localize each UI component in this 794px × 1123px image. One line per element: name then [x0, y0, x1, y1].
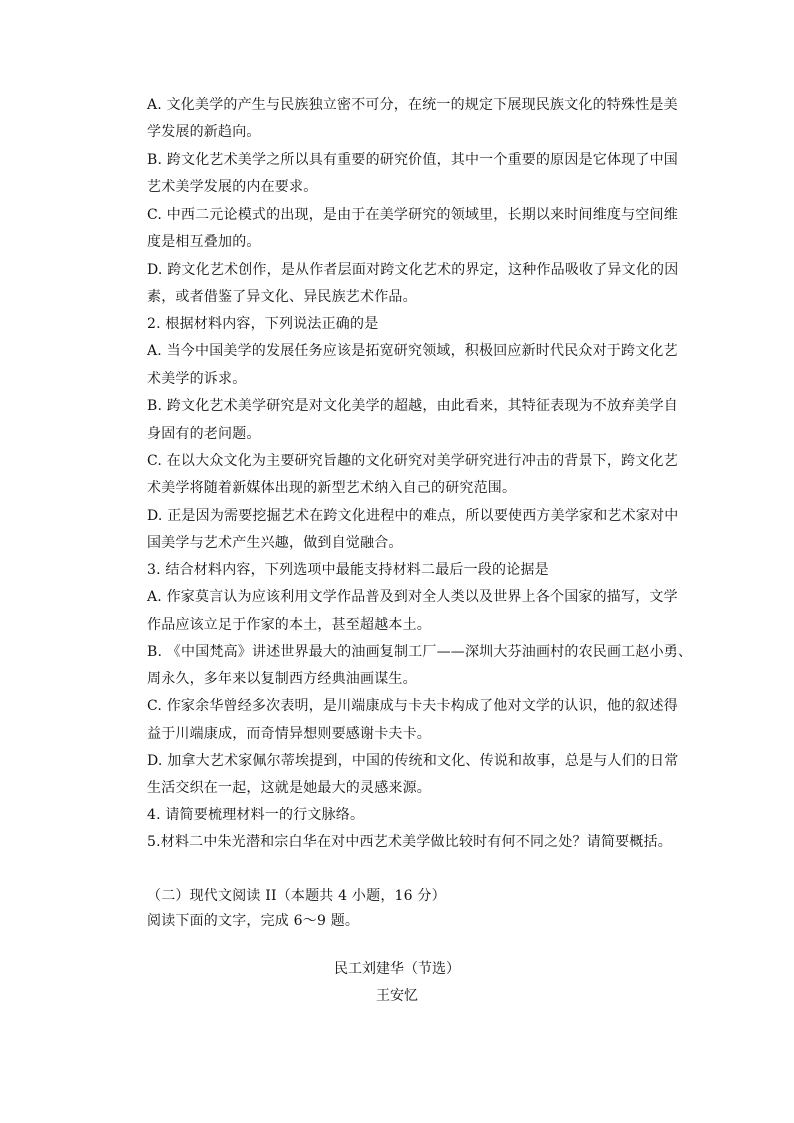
q2-option-a-line2: 术美学的诉求。: [147, 371, 247, 387]
q3-stem: 3. 结合材料内容，下列选项中最能支持材料二最后一段的论据是: [147, 562, 549, 578]
q2-option-c-line1: C. 在以大众文化为主要研究旨趣的文化研究对美学研究进行冲击的背景下，跨文化艺: [147, 453, 678, 469]
passage-author: 王安忆: [376, 988, 418, 1004]
q3-option-b-line1: B. 《中国梵高》讲述世界最大的油画复制工厂——深圳大芬油画村的农民画工赵小勇、: [147, 644, 693, 660]
q3-option-d-line2: 生活交织在一起，这就是她最大的灵感来源。: [147, 780, 431, 796]
q1-option-a-line2: 学发展的新趋向。: [147, 124, 261, 140]
q2-option-b-line1: B. 跨文化艺术美学研究是对文化美学的超越，由此看来，其特征表现为不放弃美学自: [147, 398, 678, 414]
q2-option-b-line2: 身固有的老问题。: [147, 426, 261, 442]
section2-instruction: 阅读下面的文字，完成 6～9 题。: [147, 913, 360, 929]
q2-option-a-line1: A. 当今中国美学的发展任务应该是拓宽研究领域，积极回应新时代民众对于跨文化艺: [147, 343, 678, 359]
q1-option-a-line1: A. 文化美学的产生与民族独立密不可分，在统一的规定下展现民族文化的特殊性是美: [147, 97, 678, 113]
q3-option-d-line1: D. 加拿大艺术家佩尔蒂埃提到，中国的传统和文化、传说和故事，总是与人们的日常: [147, 753, 679, 769]
q2-option-d-line1: D. 正是因为需要挖掘艺术在跨文化进程中的难点，所以要使西方美学家和艺术家对中: [147, 508, 679, 524]
q2-option-d-line2: 国美学与艺术产生兴趣，做到自觉融合。: [147, 535, 403, 551]
q1-option-c-line2: 度是相互叠加的。: [147, 234, 261, 250]
q5-text: 5.材料二中朱光潜和宗白华在对中西艺术美学做比较时有何不同之处？请简要概括。: [147, 834, 672, 850]
q3-option-c-line2: 益于川端康成，而奇情异想则要感谢卡夫卡。: [147, 726, 431, 742]
q1-option-b-line2: 艺术美学发展的内在要求。: [147, 179, 318, 195]
q3-option-a-line1: A. 作家莫言认为应该利用文学作品普及到对全人类以及世界上各个国家的描写，文学: [147, 589, 678, 605]
q2-stem: 2. 根据材料内容，下列说法正确的是: [147, 316, 379, 332]
q3-option-c-line1: C. 作家余华曾经多次表明，是川端康成与卡夫卡构成了他对文学的认识，他的叙述得: [147, 698, 678, 714]
q4-text: 4. 请简要梳理材料一的行文脉络。: [147, 807, 365, 823]
passage-title: 民工刘建华（节选）: [334, 961, 460, 977]
q2-option-c-line2: 术美学将随着新媒体出现的新型艺术纳入自己的研究范围。: [147, 480, 517, 496]
q1-option-c-line1: C. 中西二元论模式的出现，是由于在美学研究的领域里，长期以来时间维度与空间维: [147, 207, 678, 223]
q1-option-d-line1: D. 跨文化艺术创作，是从作者层面对跨文化艺术的界定，这种作品吸收了异文化的因: [147, 262, 679, 278]
q1-option-b-line1: B. 跨文化艺术美学之所以具有重要的研究价值，其中一个重要的原因是它体现了中国: [147, 152, 678, 168]
section2-heading: （二）现代文阅读 II（本题共 4 小题，16 分）: [147, 888, 446, 904]
q1-option-d-line2: 素，或者借鉴了异文化、异民族艺术作品。: [147, 289, 417, 305]
q3-option-b-line2: 周永久，多年来以复制西方经典油画谋生。: [147, 671, 417, 687]
q3-option-a-line2: 作品应该立足于作家的本土，甚至超越本土。: [147, 617, 431, 633]
